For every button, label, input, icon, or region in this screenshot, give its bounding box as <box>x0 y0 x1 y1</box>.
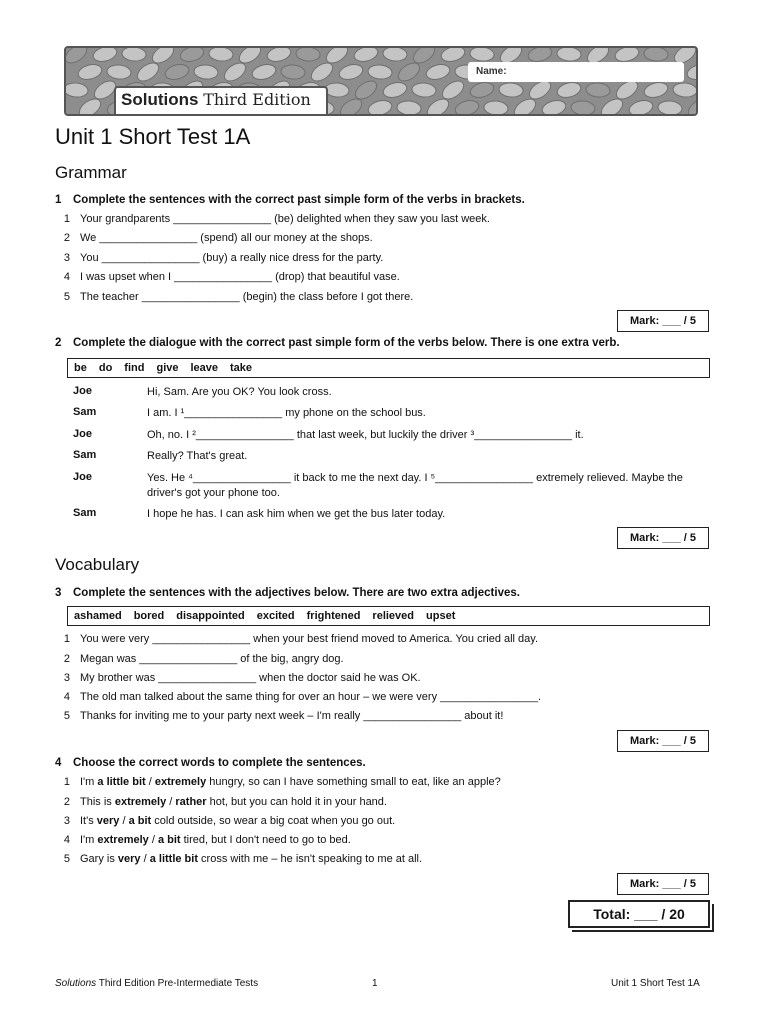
page-title: Unit 1 Short Test 1A <box>55 124 251 149</box>
pattern-pill <box>106 64 131 80</box>
pattern-pill <box>541 98 568 114</box>
pattern-pill <box>643 80 670 100</box>
option-a[interactable]: extremely <box>114 796 167 808</box>
option-a[interactable]: very <box>96 815 120 827</box>
pattern-pill <box>164 62 191 82</box>
word-box: be do find give leave take <box>67 358 710 378</box>
question-1: 1 Complete the sentences with the correct past simple form of the verbs in brackets. <box>55 194 525 206</box>
pattern-pill <box>685 95 696 114</box>
pattern-pill <box>469 80 496 100</box>
pattern-pill <box>66 82 89 98</box>
pattern-pill <box>672 82 696 98</box>
pattern-pill <box>121 48 146 62</box>
mark-box: Mark: ___ / 5 <box>617 873 709 895</box>
pattern-pill <box>643 48 668 62</box>
pattern-pill <box>367 64 392 80</box>
pattern-pill <box>411 82 436 98</box>
pattern-pill <box>628 98 655 114</box>
pattern-pill <box>77 62 104 82</box>
question-3: 3 Complete the sentences with the adjectives below. There are two extra adjectives. <box>55 587 520 599</box>
pattern-pill <box>556 80 583 100</box>
pattern-pill <box>251 62 278 82</box>
pattern-pill <box>338 62 365 82</box>
option-b[interactable]: rather <box>175 796 207 808</box>
pattern-pill <box>382 48 407 62</box>
pattern-pill <box>92 48 119 64</box>
pattern-pill <box>483 100 508 114</box>
pattern-pill <box>266 48 293 64</box>
option-b[interactable]: a bit <box>128 815 152 827</box>
question-4: 4 Choose the correct words to complete the sentences. <box>55 757 366 769</box>
option-b[interactable]: a bit <box>157 834 181 846</box>
pattern-pill <box>570 100 595 114</box>
pattern-pill <box>324 82 349 98</box>
option-a[interactable]: very <box>117 853 141 865</box>
option-a[interactable]: extremely <box>97 834 149 846</box>
option-b[interactable]: extremely <box>154 776 207 788</box>
mark-box: Mark: ___ / 5 <box>617 310 709 332</box>
pattern-pill <box>367 98 394 114</box>
pattern-pill <box>295 48 320 62</box>
pattern-pill <box>353 48 380 64</box>
pattern-pill <box>686 62 696 82</box>
pattern-pill <box>498 82 523 98</box>
pattern-pill <box>556 48 581 62</box>
pattern-pill <box>208 48 233 62</box>
pattern-pill <box>425 62 452 82</box>
pattern-pill <box>382 80 409 100</box>
pattern-pill <box>280 64 305 80</box>
question-2: 2 Complete the dialogue with the correct past simple form of the verbs below. There is one extra verb. <box>55 337 620 349</box>
name-label: Name: <box>476 66 507 77</box>
pattern-pill <box>585 82 610 98</box>
grammar-heading: Grammar <box>55 163 127 182</box>
option-b[interactable]: a little bit <box>149 853 198 865</box>
mark-box: Mark: ___ / 5 <box>617 527 709 549</box>
footer-left: Solutions Third Edition Pre-Intermediate Tests <box>55 978 259 989</box>
pattern-pill <box>469 48 494 62</box>
pattern-pill <box>440 48 467 64</box>
pattern-pill <box>454 98 481 114</box>
pattern-pill <box>179 48 206 64</box>
word-box: ashamed bored disappointed excited frightened relieved upset <box>67 606 710 626</box>
pattern-pill <box>66 48 90 67</box>
total-box: Total: ___ / 20 <box>568 900 710 928</box>
page-number: 1 <box>372 978 378 989</box>
footer-right: Unit 1 Short Test 1A <box>611 978 700 989</box>
vocabulary-heading: Vocabulary <box>55 555 140 574</box>
pattern-pill <box>396 100 421 114</box>
option-a[interactable]: a little bit <box>97 776 146 788</box>
mark-box: Mark: ___ / 5 <box>617 730 709 752</box>
pattern-pill <box>193 64 218 80</box>
pattern-pill <box>657 100 682 114</box>
brand-logo: Solutions Third Edition <box>121 90 311 109</box>
